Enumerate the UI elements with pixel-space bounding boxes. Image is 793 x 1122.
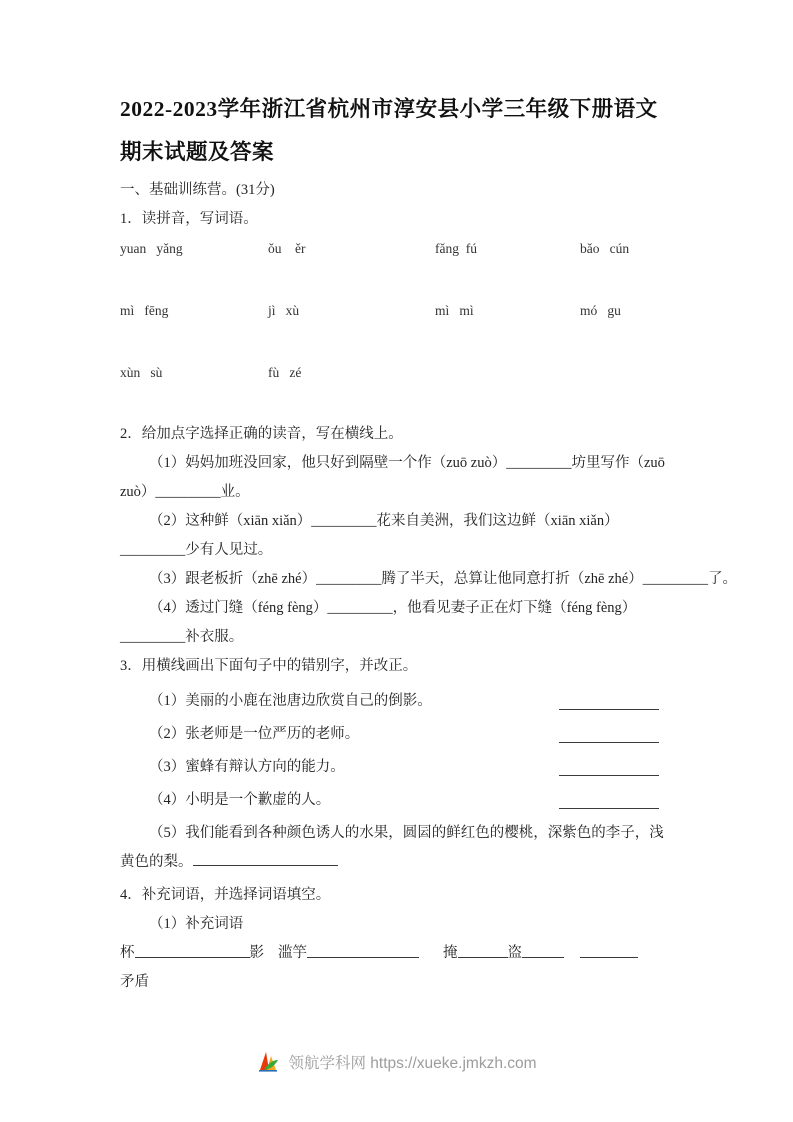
- pinyin-row-3: [120, 358, 675, 387]
- q2-label: 2．给加点字选择正确的读音，写在横线上。: [120, 426, 403, 442]
- pinyin-row-2: [120, 296, 675, 325]
- q3-item-text: （5）我们能看到各种颜色诱人的水果，圆囩的鲜红色的樱桃，深紫色的李子，浅黄色的梨。: [120, 825, 664, 870]
- footer-link[interactable]: 领航学科网 https://xueke.jmkzh.com: [288, 1055, 537, 1072]
- pinyin-cell: yuan yǎng: [120, 241, 183, 256]
- answer-blank: [559, 795, 659, 809]
- q3-item: [120, 753, 675, 782]
- q3-item: [120, 786, 675, 815]
- q3-label: 3．用横线画出下面句子中的错别字，并改正。: [120, 658, 418, 674]
- fill-blank: [135, 944, 250, 958]
- q2-item: （4）透过门缝（féng fèng）_________，他看见妻子正在灯下缝（féng fèng）_________补衣服。: [120, 600, 637, 645]
- pinyin-cell: mó gu: [580, 303, 621, 318]
- q4-word-wrapped: 矛盾: [120, 974, 149, 990]
- pinyin-cell: ǒu ěr: [268, 241, 306, 256]
- page-footer: [0, 1050, 793, 1074]
- spacer: [264, 956, 278, 957]
- pinyin-cell: bǎo cún: [580, 241, 630, 256]
- q2-item: （2）这种鲜（xiān xiǎn）_________花来自美洲，我们这边鲜（xiān xiǎn）_________少有人见过。: [120, 513, 619, 558]
- spacer: [419, 956, 443, 957]
- question-3: [120, 652, 675, 877]
- q1-label: 1．读拼音，写词语。: [120, 211, 258, 227]
- pinyin-cell: mì fēng: [120, 303, 169, 318]
- q3-item-text: （3）蜜蜂有辩认方向的能力。: [149, 759, 345, 775]
- fill-blank: [307, 944, 419, 958]
- q3-item-text: （2）张老师是一位严历的老师。: [149, 726, 360, 742]
- fill-blank: [580, 944, 638, 958]
- q4-fill-line: [120, 939, 675, 968]
- q4-word: 杯: [120, 945, 135, 961]
- fill-blank: [458, 944, 508, 958]
- site-logo-icon: [256, 1050, 280, 1074]
- answer-blank: [559, 696, 659, 710]
- q4-sub-label: （1）补充词语: [149, 916, 244, 932]
- exam-title: 2022-2023学年浙江省杭州市淳安县小学三年级下册语文期末试题及答案: [120, 97, 658, 164]
- q3-item: [120, 687, 675, 716]
- answer-blank: [193, 852, 338, 866]
- question-2: [120, 420, 737, 652]
- question-4: [120, 881, 675, 997]
- q2-item: （1）妈妈加班没回家，他只好到隔壁一个作（zuō zuò）_________坊里写作（zuō zuò）_________业。: [120, 455, 665, 500]
- q4-word: 滥竽: [278, 945, 307, 961]
- pinyin-row-1: [120, 234, 675, 263]
- spacer: [564, 956, 580, 957]
- q3-item: [120, 720, 675, 749]
- answer-blank: [559, 762, 659, 776]
- pinyin-cell: jì xù: [268, 303, 300, 318]
- fill-blank: [522, 944, 564, 958]
- q2-item: （3）跟老板折（zhē zhé）_________腾了半天，总算让他同意打折（zhē zhé）_________了。: [149, 571, 737, 587]
- q4-word: 影: [249, 945, 264, 961]
- question-1: [120, 205, 675, 387]
- q4-word: 掩: [443, 945, 458, 961]
- q4-label: 4．补充词语，并选择词语填空。: [120, 887, 331, 903]
- q3-item: [120, 819, 675, 877]
- pinyin-cell: mì mì: [435, 303, 474, 318]
- pinyin-cell: fǎng fú: [435, 241, 477, 256]
- q3-item-text: （4）小明是一个歉虚的人。: [149, 792, 331, 808]
- q3-item-text: （1）美丽的小鹿在池唐边欣赏自己的倒影。: [149, 693, 432, 709]
- answer-blank: [559, 729, 659, 743]
- q4-word: 盗: [507, 945, 522, 961]
- pinyin-cell: xùn sù: [120, 365, 163, 380]
- pinyin-cell: fù zé: [268, 365, 302, 380]
- section-heading: 一、基础训练营。(31分): [120, 182, 275, 198]
